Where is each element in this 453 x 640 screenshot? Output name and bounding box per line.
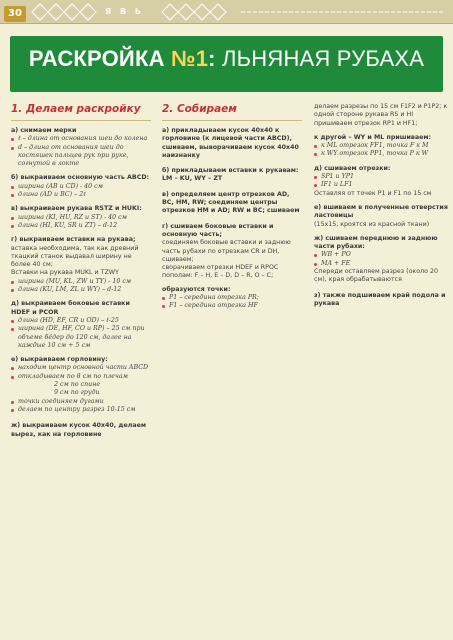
step-g-text: вставка необходима, так как древний ткацкий станок выдавал ширину не более 40 см; Вставки на рукава MUKL и TZWY [11, 244, 139, 277]
title-number: №1 [170, 46, 209, 71]
col3-k-title: к другой – WY и ML пришиваем: [314, 133, 432, 141]
col3-zh-text: Спереди оставляем разрез (около 20 см), края обрабатываются [314, 268, 438, 284]
step-b-title: б) выкраиваем основную часть ABCD: [11, 174, 150, 182]
assemble-points-title: образуются точки: [162, 285, 231, 293]
list-item: точки соединяем дугами [11, 398, 151, 406]
title-rest: ЛЬНЯНАЯ РУБАХА [215, 46, 425, 71]
col3-z-title: з) также подшиваем край подола и рукава [314, 291, 446, 307]
step-g-title: г) выкраиваем вставки на рукава; [11, 236, 136, 244]
step-e-title: е) выкраиваем горловину: [11, 356, 108, 364]
title-colon: : [208, 46, 216, 71]
list-item: длина (HD, EF, CR и OD) – ℓ-25 [11, 317, 151, 325]
subline: 2 см по спине [54, 381, 101, 389]
list-item: P1 – середина отрезка PR; [162, 294, 302, 302]
heading-assemble: 2. Собираем [162, 103, 237, 115]
list-item: находим центр основной части ABCD [11, 364, 151, 372]
list-item: d – длина от основания шеи до костяшек пальцев рук при руке, согнутой в локте [11, 144, 151, 169]
list-item: ширина (MU, KL, ZW и TY) - 10 см [11, 278, 151, 286]
list-item: длина (HI, KU, SR и ZT) – d-12 [11, 222, 151, 230]
list-item: WB + PO [314, 251, 448, 259]
list-item: к WY отрезок PP1, точка P к W [314, 150, 448, 158]
list-item: длина (AD и BC) – 2ℓ [11, 191, 151, 199]
title-prefix: РАСКРОЙКА [28, 46, 171, 71]
assemble-b: б) прикладываем вставки к рукавам: LM – KU, WY – ZT [162, 167, 299, 183]
list-item: MA + FE [314, 260, 448, 268]
assemble-g-text: соединяем боковые вставки и заднюю часть рубахи по отрезкам CR и DH, сшиваем; сворачиваем отрезки HDEF и RPOC пополам: F – H, E – D, D – R, O – C; [162, 239, 291, 280]
assemble-v: в) определяем центр отрезков AD, BC, HM, RW; соединяем центры отрезков HM и AD; RW и BC; сшиваем [162, 190, 300, 215]
list-item: SP1 и YP1 [314, 173, 448, 181]
col3-d-title: д) сшиваем отрезки: [314, 164, 391, 172]
step-d-title: д) выкраиваем боковые вставки HDEF и PCOR [11, 300, 130, 316]
list-item: ℓ – длина от основания шеи до колена [11, 135, 151, 143]
col3-e-title: е) вшиваем в полученные отверстия ластовицы [314, 203, 448, 220]
list-item: ширина (DE, HF, CO и RP) – 25 см при объеме бёдер до 120 см, далее на каждые 10 см + 5 см [11, 325, 151, 350]
list-item: к ML отрезок FF1, точка F к M [314, 142, 448, 150]
step-a-title: а) снимаем мерки [11, 127, 77, 134]
subline: 9 см по груди [54, 389, 100, 397]
col3-e-text: (15х15, кроятся из красной ткани) [314, 220, 430, 228]
list-item: F1 – середина отрезка HF [162, 302, 302, 310]
list-item: делаем по центру разрез 10-15 см [11, 406, 151, 414]
col3-intro: делаем разрезы по 15 см F1F2 и P1P2; к одной стороне рукава RS и HI пришиваем отрезок RP1 и HF1; [314, 103, 448, 127]
col3-zh-title: ж) сшиваем переднюю и заднюю части рубахи: [314, 234, 438, 251]
list-item: IF1 и LF1 [314, 181, 448, 189]
assemble-g-title: г) сшиваем боковые вставки и основную часть; [162, 222, 274, 238]
col3-d-text: Оставляя от точек P1 и F1 по 15 см [314, 189, 432, 197]
section-name: Я В Ь [105, 7, 144, 16]
list-item: ширина (AB и CD) - 40 см [11, 183, 151, 191]
list-item-text: откладываем по 8 см по плечам [18, 372, 128, 380]
page-number: 30 [4, 6, 26, 22]
step-zh-title: ж) выкраиваем кусок 40х40, делаем вырез, как на горловине [11, 422, 147, 438]
list-item: длина (KU, LM, ZL и WY) – d-12 [11, 286, 151, 294]
assemble-a: а) прикладываем кусок 40х40 к горловине (к лицевой части ABCD), сшиваем, выворачиваем кусок 40х40 наизнанку [162, 127, 299, 159]
heading-cut: 1. Делаем раскройку [11, 103, 141, 115]
step-v-title: в) выкраиваем рукава RSTZ и HUKI: [11, 205, 142, 213]
list-item: ширина (KI, HU, RZ и ST) - 40 см [11, 214, 151, 222]
